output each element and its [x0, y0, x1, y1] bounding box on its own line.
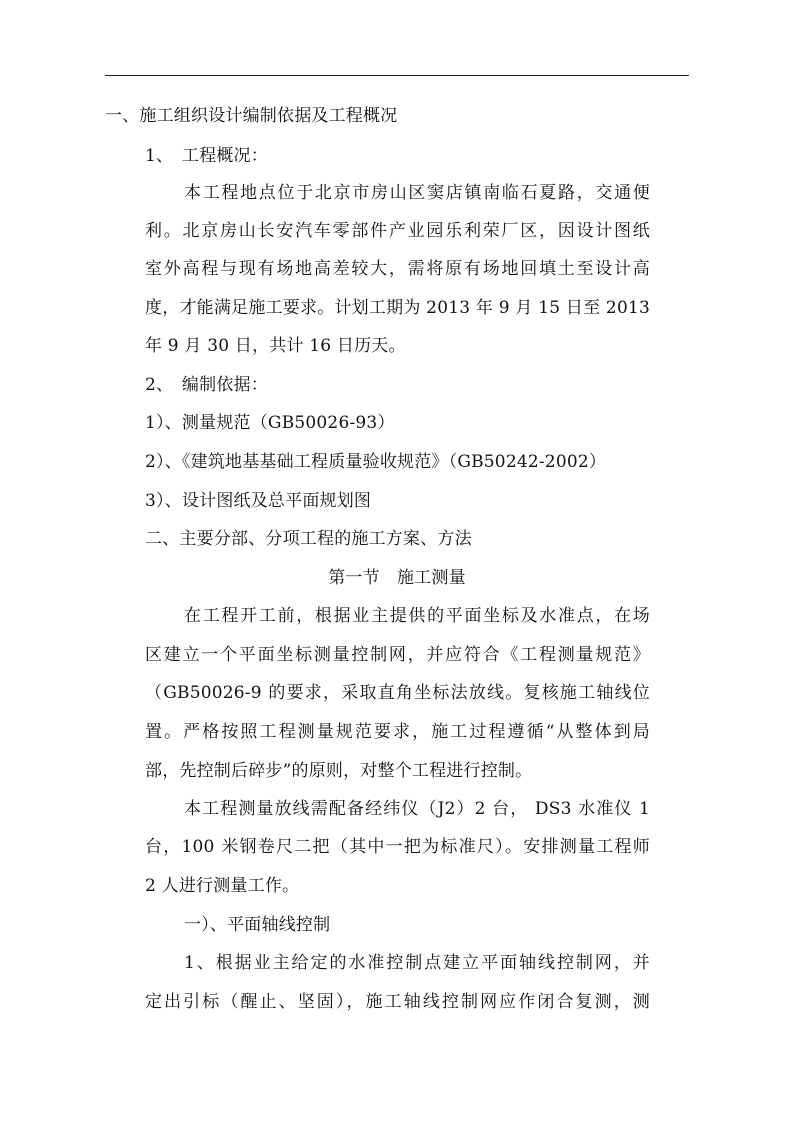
paragraph-line: 2 人进行测量工作。 — [145, 876, 300, 896]
paragraph-line: 区建立一个平面坐标测量控制网，并应符合《工程测量规范》 — [145, 645, 650, 665]
subheading-project-overview: 1、 工程概况： — [145, 146, 268, 166]
paragraph-line: 在工程开工前，根据业主提供的平面坐标及水准点，在场 — [184, 606, 650, 626]
paragraph-line: 置。严格按照工程测量规范要求，施工过程遵循“从整体到局 — [145, 722, 650, 742]
list-item: 3）、设计图纸及总平面规划图 — [145, 491, 372, 511]
subheading-basis: 2、 编制依据： — [145, 375, 268, 395]
paragraph-line: 度，才能满足施工要求。计划工期为 2013 年 9 月 15 日至 2013 — [145, 298, 650, 318]
paragraph-line: 年 9 月 30 日，共计 16 日历天。 — [145, 336, 406, 356]
list-item: 1）、测量规范（GB50026-93） — [145, 413, 395, 433]
paragraph-line: （GB50026-9 的要求，采取直角坐标法放线。复核施工轴线位 — [145, 683, 650, 703]
paragraph-line: 定出引标（醒止、坚固），施工轴线控制网应作闭合复测，测 — [145, 992, 650, 1012]
chapter-title: 第一节 施工测量 — [328, 568, 466, 588]
paragraph-line: 台，100 米钢卷尺二把（其中一把为标准尺）。安排测量工程师 — [145, 837, 650, 857]
paragraph-line: 本工程测量放线需配备经纬仪（J2）2 台， DS3 水准仪 1 — [184, 799, 650, 819]
section-heading-2: 二、主要分部、分项工程的施工方案、方法 — [145, 529, 472, 549]
section-heading-1: 一、施工组织设计编制依据及工程概况 — [105, 106, 398, 126]
paragraph-line: 室外高程与现有场地高差较大，需将原有场地回填土至设计高 — [145, 259, 650, 279]
paragraph-line: 1、根据业主给定的水准控制点建立平面轴线控制网，并 — [184, 953, 650, 973]
paragraph-line: 利。北京房山长安汽车零部件产业园乐利荣厂区，因设计图纸 — [145, 221, 650, 241]
header-rule — [105, 75, 689, 76]
subheading-axis-control: 一）、平面轴线控制 — [184, 915, 331, 935]
paragraph-line: 本工程地点位于北京市房山区窦店镇南临石夏路，交通便 — [184, 183, 650, 203]
paragraph-line: 部，先控制后碎步”的原则，对整个工程进行控制。 — [145, 761, 533, 781]
list-item: 2）、《建筑地基基础工程质量验收规范》（GB50242-2002） — [145, 452, 607, 472]
